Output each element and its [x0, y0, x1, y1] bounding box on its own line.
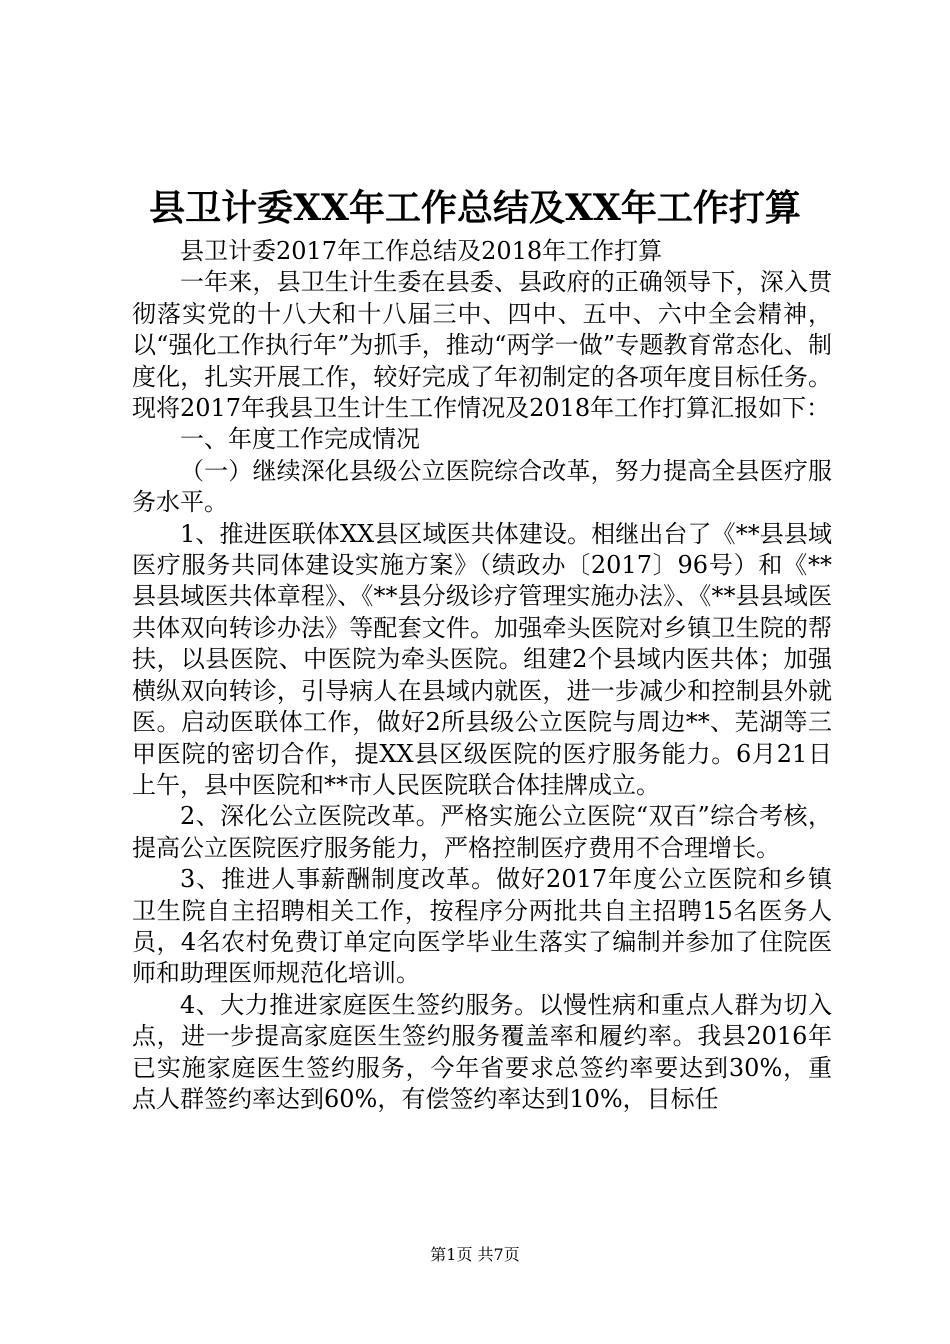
page-footer: 第1页 共7页	[430, 1245, 520, 1264]
body-paragraph: 1、推进医联体XX县区域医共体建设。相继出台了《**县县域医疗服务共同体建设实施方案》（绩政办〔2017〕96号）和《**县县域医共体章程》、《**县分级诊疗管理实施办法》、《**县县域医共体双向转诊办法》等配套文件。加强牵头医院对乡镇卫生院的帮扶，以县医院、中医院为牵头医院。组建2个县域内医共体；加强横纵双向转诊，引导病人在县域内就医，进一步减少和控制县外就医。启动医联体工作，做好2所县级公立医院与周边**、芜湖等三甲医院的密切合作，提XX县区级医院的医疗服务能力。6月21日上午，县中医院和**市人民医院联合体挂牌成立。	[132, 519, 832, 799]
section-heading: 一、年度工作完成情况	[180, 425, 420, 454]
body-paragraph: 4、大力推进家庭医生签约服务。以慢性病和重点人群为切入点，进一步提高家庭医生签约服务覆盖率和履约率。我县2016年已实施家庭医生签约服务，今年省要求总签约率要达到30%，重点人群签约率达到60%，有偿签约率达到10%，目标任	[132, 990, 832, 1113]
intro-paragraph: 一年来，县卫生计生委在县委、县政府的正确领导下，深入贯彻落实党的十八大和十八届三中、四中、五中、六中全会精神，以“强化工作执行年”为抓手，推动“两学一做”专题教育常态化、制度化，扎实开展工作，较好完成了年初制定的各项年度目标任务。现将2017年我县卫生计生工作情况及2018年工作打算汇报如下：	[132, 268, 832, 423]
document-body	[132, 236, 832, 1115]
subsection-heading: （一）继续深化县级公立医院综合改革，努力提高全县医疗服务水平。	[132, 456, 832, 517]
document-title: 县卫计委XX年工作总结及XX年工作打算	[149, 187, 801, 229]
subtitle-paragraph: 县卫计委2017年工作总结及2018年工作打算	[180, 237, 663, 265]
body-paragraph: 3、推进人事薪酬制度改革。做好2017年度公立医院和乡镇卫生院自主招聘相关工作，按程序分两批共自主招聘15名医务人员，4名农村免费订单定向医学毕业生落实了编制并参加了住院医师和助理医师规范化培训。	[132, 865, 832, 988]
body-paragraph: 2、深化公立医院改革。严格实施公立医院“双百”综合考核，提高公立医院医疗服务能力，严格控制医疗费用不合理增长。	[132, 802, 832, 862]
